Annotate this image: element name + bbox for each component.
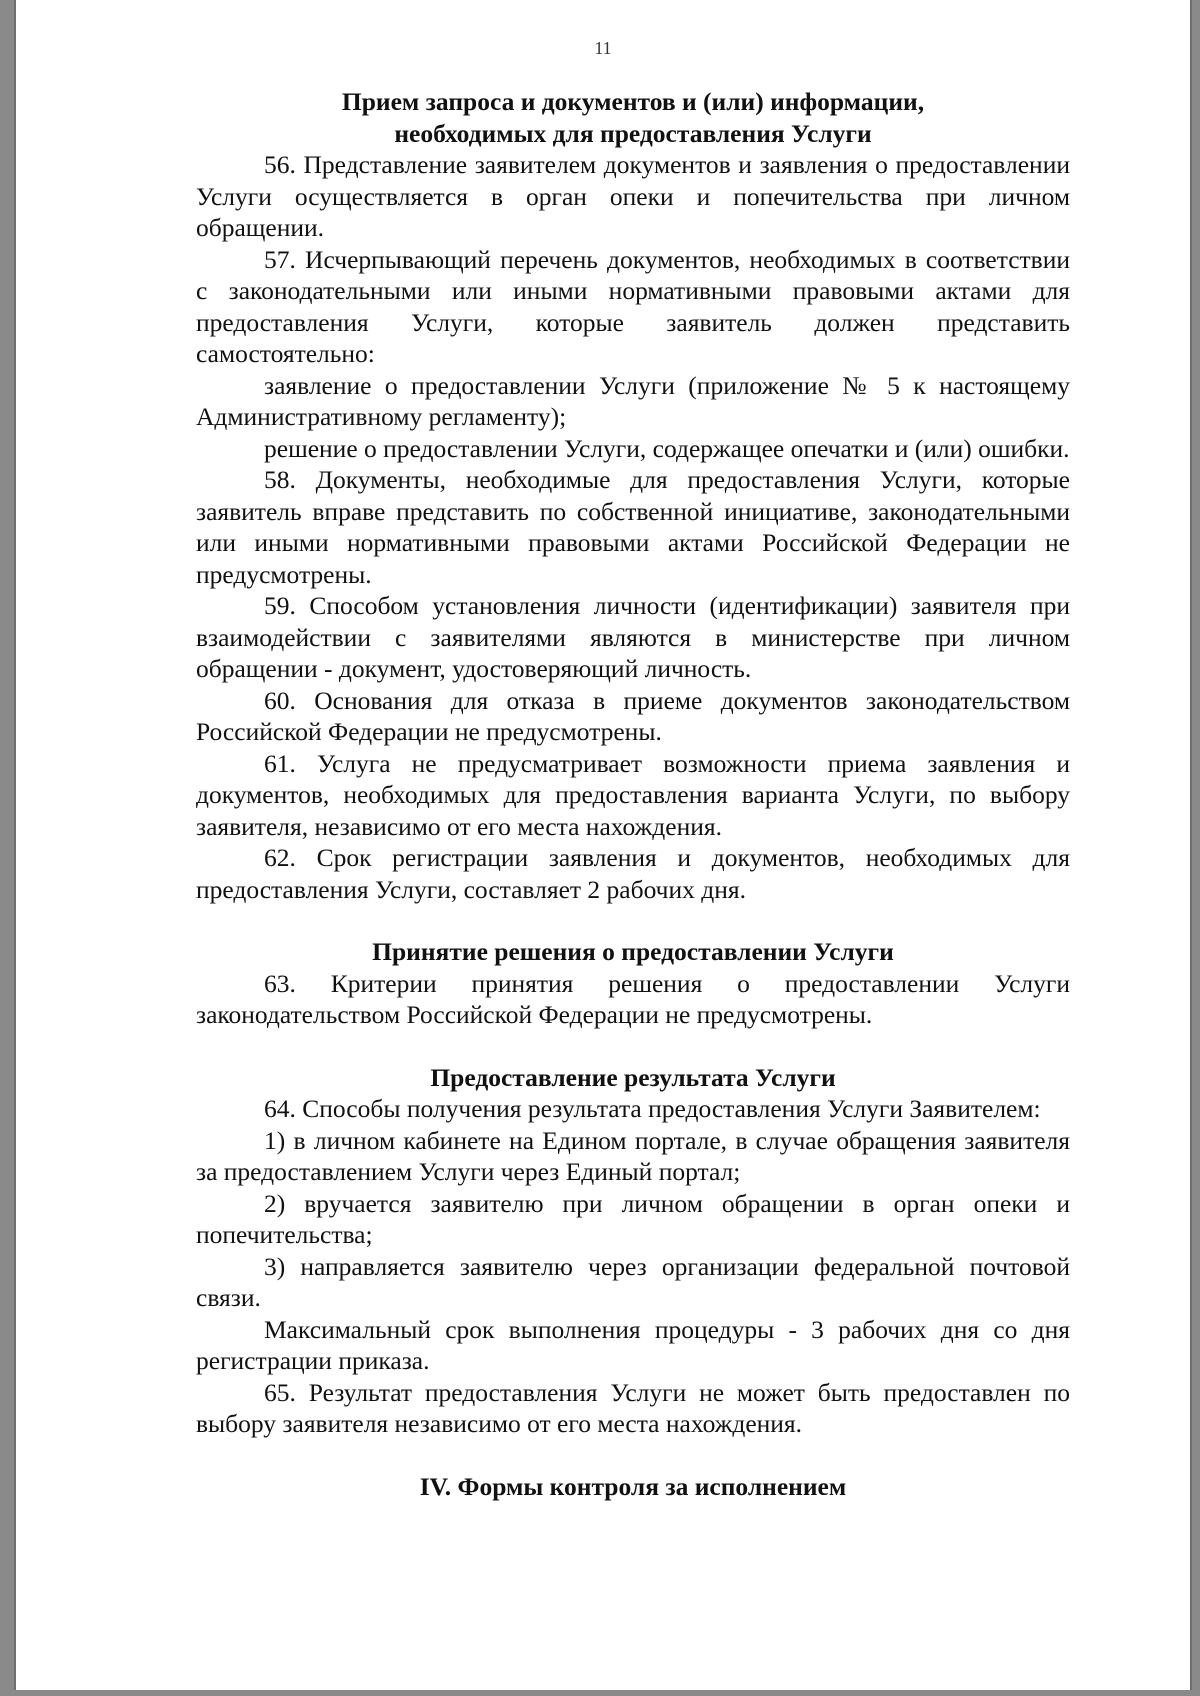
section-heading-document-reception <box>196 86 1070 149</box>
page-number: 11 <box>594 38 612 58</box>
section-heading-control-forms <box>196 1471 1070 1503</box>
paragraph-64-deadline: Максимальный срок выполнения процедуры - 3 рабочих дня со дня регистрации приказа. <box>196 1314 1070 1375</box>
paragraph-58: 58. Документы, необходимые для предоставления Услуги, которые заявитель вправе представить по собственной инициативе, законодательными или иными нормативными правовыми актами Российской Федерации не предусмотрены. <box>196 465 1070 589</box>
paragraph-64-item-1: 1) в личном кабинете на Едином портале, в случае обращения заявителя за предоставлением Услуги через Единый портал; <box>196 1125 1070 1186</box>
paragraph-57-item-application: заявление о предоставлении Услуги (приложение № 5 к настоящему Административному регламенту); <box>196 370 1070 431</box>
paragraph-62: 62. Срок регистрации заявления и документов, необходимых для предоставления Услуги, составляет 2 рабочих дня. <box>196 843 1070 904</box>
document-body <box>196 86 1070 1502</box>
heading-line: Прием запроса и документов и (или) информации, <box>341 87 925 116</box>
paragraph-61: 61. Услуга не предусматривает возможности приема заявления и документов, необходимых для предоставления варианта Услуги, по выбору заявителя, независимо от его места нахождения. <box>196 748 1070 841</box>
paragraph-57: 57. Исчерпывающий перечень документов, необходимых в соответствии с законодательными или иными нормативными правовыми актами для предоставления Услуги, которые заявитель должен представить самостоятельно: <box>196 244 1070 368</box>
paragraph-64-item-3: 3) направляется заявителю через организации федеральной почтовой связи. <box>196 1251 1070 1312</box>
paragraph-57-item-decision: решение о предоставлении Услуги, содержащее опечатки и (или) ошибки. <box>264 433 1070 463</box>
paragraph-56: 56. Представление заявителем документов и заявления о предоставлении Услуги осуществляется в орган опеки и попечительства при личном обращении. <box>196 150 1070 242</box>
heading-line: необходимых для предоставления Услуги <box>394 118 872 148</box>
paragraph-64: 64. Способы получения результата предоставления Услуги Заявителем: <box>264 1094 1041 1123</box>
paragraph-64-item-2: 2) вручается заявителю при личном обращении в орган опеки и попечительства; <box>196 1188 1070 1249</box>
paragraph-60: 60. Основания для отказа в приеме документов законодательством Российской Федерации не предусмотрены. <box>196 685 1070 746</box>
heading-line: IV. Формы контроля за исполнением <box>419 1471 847 1501</box>
section-heading-result <box>196 1062 1070 1094</box>
section-heading-decision <box>196 936 1070 968</box>
paragraph-63: 63. Критерии принятия решения о предоставлении Услуги законодательством Российской Федерации не предусмотрены. <box>196 968 1070 1029</box>
document-page <box>14 0 1192 1690</box>
paragraph-59: 59. Способом установления личности (идентификации) заявителя при взаимодействии с заявителями являются в министерстве при личном обращении - документ, удостоверяющий личность. <box>196 591 1070 683</box>
heading-line: Принятие решения о предоставлении Услуги <box>372 937 894 966</box>
heading-line: Предоставление результата Услуги <box>430 1062 836 1092</box>
paragraph-65: 65. Результат предоставления Услуги не может быть предоставлен по выбору заявителя независимо от его места нахождения. <box>196 1377 1070 1438</box>
